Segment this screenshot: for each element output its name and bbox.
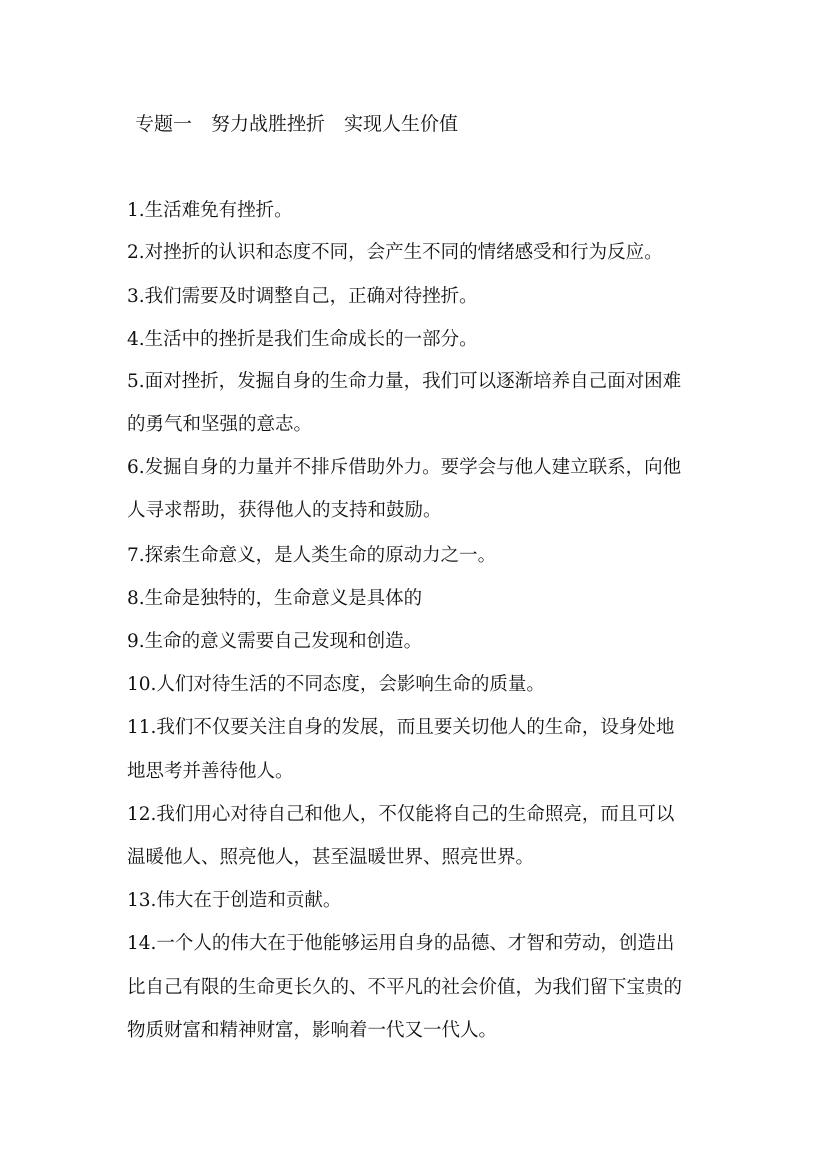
list-item-line: 2.对挫折的认识和态度不同，会产生不同的情绪感受和行为反应。: [127, 242, 663, 263]
document-title: 专题一 努力战胜挫折 实现人生价值: [135, 113, 459, 135]
list-item-line: 3.我们需要及时调整自己，正确对待挫折。: [127, 286, 478, 307]
list-item-line: 13.伟大在于创造和贡献。: [127, 890, 342, 911]
list-item-line: 地思考并善待他人。: [127, 761, 294, 782]
list-item-line: 1.生活难免有挫折。: [127, 200, 293, 221]
list-item-line: 温暖他人、照亮他人，甚至温暖世界、照亮世界。: [127, 847, 535, 868]
list-item-line: 14.一个人的伟大在于他能够运用自身的品德、才智和劳动，创造出: [127, 933, 675, 954]
list-item-line: 8.生命是独特的，生命意义是具体的: [127, 588, 423, 609]
list-item-line: 9.生命的意义需要自己发现和创造。: [127, 631, 423, 652]
list-item-line: 7.探索生命意义，是人类生命的原动力之一。: [127, 545, 497, 566]
list-item-line: 比自己有限的生命更长久的、不平凡的社会价值，为我们留下宝贵的: [127, 977, 683, 998]
list-item-line: 11.我们不仅要关注自身的发展，而且要关切他人的生命，设身处地: [127, 717, 675, 738]
list-item-line: 4.生活中的挫折是我们生命成长的一部分。: [127, 329, 478, 350]
list-item-line: 6.发掘自身的力量并不排斥借助外力。要学会与他人建立联系，向他: [127, 457, 682, 478]
list-item-line: 人寻求帮助，获得他人的支持和鼓励。: [127, 500, 442, 521]
list-item-line: 的勇气和坚强的意志。: [127, 414, 313, 435]
list-item-line: 物质财富和精神财富，影响着一代又一代人。: [127, 1020, 498, 1041]
list-item-line: 12.我们用心对待自己和他人，不仅能将自己的生命照亮，而且可以: [127, 804, 675, 825]
list-item-line: 10.人们对待生活的不同态度，会影响生命的质量。: [127, 674, 545, 695]
list-item-line: 5.面对挫折，发掘自身的生命力量，我们可以逐渐培养自己面对困难: [127, 371, 682, 392]
